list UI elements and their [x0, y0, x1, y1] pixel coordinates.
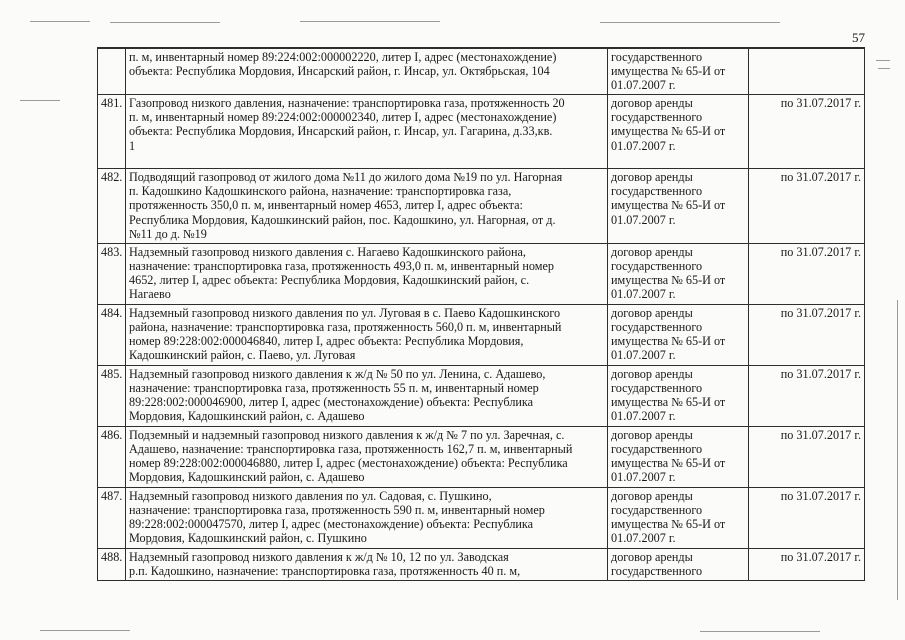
description-line: Надземный газопровод низкого давления с. Нагаево Кадошкинского района, — [129, 244, 526, 259]
scan-artifact-left — [20, 100, 60, 101]
description-line: района, назначение: транспортировка газа, протяженность 560,0 п. м, инвентарный — [129, 319, 562, 334]
scan-artifact-edge — [897, 300, 898, 600]
document-line: договор аренды — [611, 170, 693, 185]
lease-term: по 31.07.2017 г. — [749, 426, 865, 487]
description-line: Кадошкинский район, с. Паево, ул. Луговая — [129, 348, 356, 363]
description-line: Надземный газопровод низкого давления к ж/д № 50 по ул. Ленина, с. Адашево, — [129, 366, 546, 381]
document-line: имущества № 65-И от — [611, 455, 726, 470]
description-line: 1 — [129, 138, 136, 153]
table-row — [98, 48, 865, 95]
document-line: государственного — [611, 441, 703, 456]
description-line: 4652, литер I, адрес объекта: Республика Мордовия, Кадошкинский район, с. — [129, 272, 530, 287]
row-number: 483. — [98, 243, 126, 304]
description-line: номер 89:228:002:000046840, литер I, адрес объекта: Республика Мордовия, — [129, 333, 524, 348]
table-row — [98, 487, 865, 548]
register-body — [98, 48, 865, 580]
row-number: 485. — [98, 365, 126, 426]
description-line: 89:228:002:000047570, литер I, адрес (местонахождение) объекта: Республика — [129, 516, 534, 531]
table-row — [98, 95, 865, 169]
document-line: 01.07.2007 г. — [611, 78, 676, 93]
document-line: договор аренды — [611, 488, 693, 503]
document-line: имущества № 65-И от — [611, 516, 726, 531]
document-line: государственного — [611, 184, 703, 199]
description-line: Мордовия, Кадошкинский район, с. Пушкино — [129, 531, 367, 546]
description-line: протяженность 350,0 п. м, инвентарный номер 4653, литер I, адрес объекта: — [129, 198, 523, 213]
scan-artifact-top-3 — [300, 21, 440, 22]
description-line: назначение: транспортировка газа, протяженность 493,0 п. м, инвентарный номер — [129, 258, 554, 273]
document-line: 01.07.2007 г. — [611, 348, 676, 363]
row-number: 486. — [98, 426, 126, 487]
document-line: договор аренды — [611, 96, 693, 111]
document-line: имущества № 65-И от — [611, 64, 726, 79]
description-line: объекта: Республика Мордовия, Инсарский район, г. Инсар, ул. Октябрьская, 104 — [129, 64, 550, 79]
document-line: государственного — [611, 380, 703, 395]
lease-term: по 31.07.2017 г. — [749, 95, 865, 169]
document-line: имущества № 65-И от — [611, 272, 726, 287]
lease-document — [608, 243, 749, 304]
table-row — [98, 304, 865, 365]
description-line: номер 89:228:002:000046880, литер I, адрес (местонахождение) объекта: Республика — [129, 455, 568, 470]
property-register-table — [97, 47, 865, 581]
table-row — [98, 169, 865, 243]
document-line: договор аренды — [611, 305, 693, 320]
description-line: №11 до д. №19 — [129, 226, 207, 241]
scan-artifact-right-2 — [878, 68, 890, 69]
scan-artifact-top-2 — [110, 22, 220, 23]
row-number: 487. — [98, 487, 126, 548]
description-line: Республика Мордовия, Кадошкинский район, пос. Кадошкино, ул. Нагорная, от д. — [129, 212, 556, 227]
table-row — [98, 243, 865, 304]
object-description — [126, 304, 608, 365]
object-description — [126, 365, 608, 426]
document-line: имущества № 65-И от — [611, 394, 726, 409]
row-number — [98, 48, 126, 95]
lease-term: по 31.07.2017 г. — [749, 548, 865, 580]
lease-document — [608, 487, 749, 548]
lease-document — [608, 169, 749, 243]
scan-artifact-bottom-2 — [700, 631, 820, 632]
document-line: 01.07.2007 г. — [611, 212, 676, 227]
scan-artifact-bottom — [40, 630, 130, 631]
document-line: договор аренды — [611, 366, 693, 381]
lease-document — [608, 365, 749, 426]
row-number: 481. — [98, 95, 126, 169]
row-number: 482. — [98, 169, 126, 243]
description-line: п. м, инвентарный номер 89:224:002:000002340, литер I, адрес (местонахождение) — [129, 110, 557, 125]
lease-term: по 31.07.2017 г. — [749, 169, 865, 243]
object-description — [126, 243, 608, 304]
document-line: договор аренды — [611, 244, 693, 259]
document-line: имущества № 65-И от — [611, 333, 726, 348]
description-line: Подземный и надземный газопровод низкого давления к ж/д № 7 по ул. Заречная, с. — [129, 427, 565, 442]
description-line: п. м, инвентарный номер 89:224:002:000002220, литер I, адрес (местонахождение) — [129, 50, 557, 64]
document-line: имущества № 65-И от — [611, 198, 726, 213]
description-line: Мордовия, Кадошкинский район, с. Адашево — [129, 470, 365, 485]
description-line: Надземный газопровод низкого давления по ул. Луговая в с. Паево Кадошкинского — [129, 305, 561, 320]
lease-term — [749, 48, 865, 95]
object-description — [126, 169, 608, 243]
table-row — [98, 365, 865, 426]
document-line: имущества № 65-И от — [611, 124, 726, 139]
object-description — [126, 95, 608, 169]
document-line: 01.07.2007 г. — [611, 138, 676, 153]
description-line: 89:228:002:000046900, литер I, адрес (местонахождение) объекта: Республика — [129, 394, 534, 409]
lease-document — [608, 548, 749, 580]
document-line: государственного — [611, 258, 703, 273]
document-line: 01.07.2007 г. — [611, 531, 676, 546]
description-line: п. Кадошкино Кадошкинского района, назначение: транспортировка газа, — [129, 184, 512, 199]
document-line: государственного — [611, 50, 703, 64]
description-line: Надземный газопровод низкого давления по ул. Садовая, с. Пушкино, — [129, 488, 492, 503]
row-number: 488. — [98, 548, 126, 580]
object-description — [126, 426, 608, 487]
document-line: 01.07.2007 г. — [611, 470, 676, 485]
description-line: Надземный газопровод низкого давления к ж/д № 10, 12 по ул. Заводская — [129, 549, 509, 564]
document-line: государственного — [611, 502, 703, 517]
document-line: государственного — [611, 563, 703, 578]
lease-term: по 31.07.2017 г. — [749, 487, 865, 548]
description-line: назначение: транспортировка газа, протяженность 55 п. м, инвентарный номер — [129, 380, 539, 395]
lease-document — [608, 48, 749, 95]
table-row — [98, 548, 865, 580]
document-line: договор аренды — [611, 427, 693, 442]
scan-artifact-top — [30, 21, 90, 22]
description-line: Адашево, назначение: транспортировка газа, протяженность 162,7 п. м, инвентарный — [129, 441, 573, 456]
document-line: государственного — [611, 110, 703, 125]
description-line: р.п. Кадошкино, назначение: транспортировка газа, протяженность 40 п. м, — [129, 563, 521, 578]
description-line: назначение: транспортировка газа, протяженность 590 п. м, инвентарный номер — [129, 502, 545, 517]
lease-document — [608, 95, 749, 169]
document-line: договор аренды — [611, 549, 693, 564]
scan-artifact-top-4 — [600, 22, 780, 23]
description-line: объекта: Республика Мордовия, Инсарский район, г. Инсар, ул. Гагарина, д.33,кв. — [129, 124, 553, 139]
document-line: государственного — [611, 319, 703, 334]
description-line: Подводящий газопровод от жилого дома №11 до жилого дома №19 по ул. Нагорная — [129, 170, 563, 185]
lease-term: по 31.07.2017 г. — [749, 243, 865, 304]
row-number: 484. — [98, 304, 126, 365]
object-description — [126, 487, 608, 548]
object-description — [126, 548, 608, 580]
description-line: Газопровод низкого давления, назначение: транспортировка газа, протяженность 20 — [129, 96, 565, 111]
scan-artifact-right — [876, 60, 890, 61]
document-line: 01.07.2007 г. — [611, 287, 676, 302]
table-row — [98, 426, 865, 487]
object-description — [126, 48, 608, 95]
lease-term: по 31.07.2017 г. — [749, 365, 865, 426]
lease-document — [608, 304, 749, 365]
lease-term: по 31.07.2017 г. — [749, 304, 865, 365]
document-line: 01.07.2007 г. — [611, 409, 676, 424]
lease-document — [608, 426, 749, 487]
description-line: Нагаево — [129, 287, 171, 302]
page-number: 57 — [852, 30, 865, 45]
description-line: Мордовия, Кадошкинский район, с. Адашево — [129, 409, 365, 424]
